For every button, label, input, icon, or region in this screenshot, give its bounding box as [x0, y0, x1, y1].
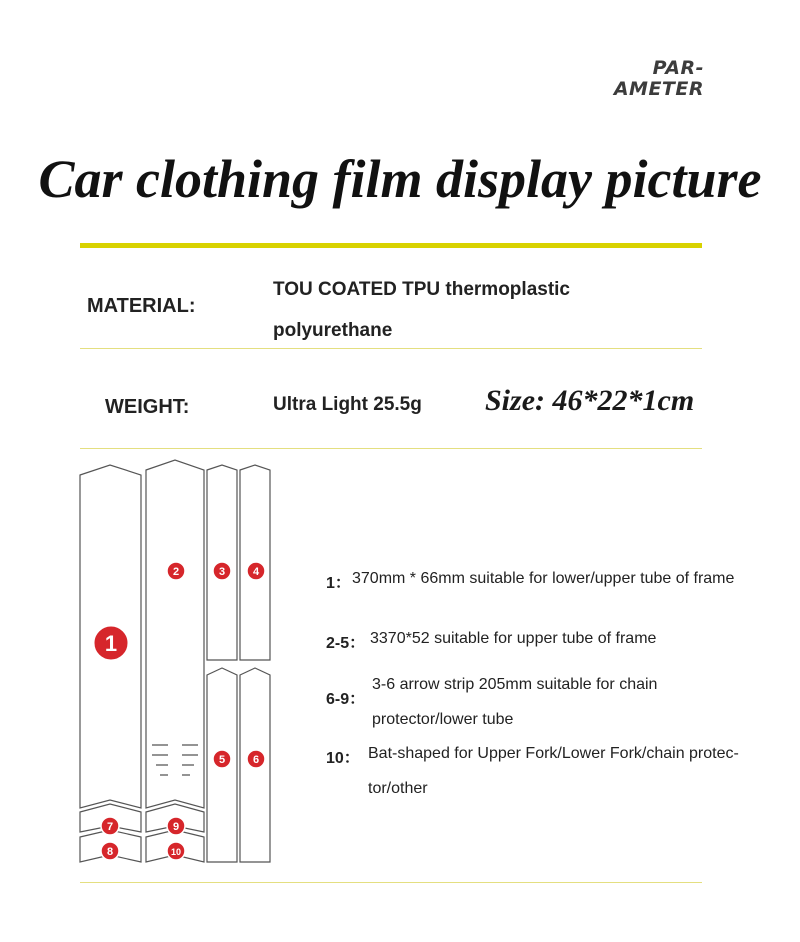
- film-pieces-diagram: [0, 455, 800, 875]
- svg-text:7: 7: [106, 821, 114, 833]
- svg-text:6: 6: [252, 754, 260, 766]
- bottom-divider: [80, 882, 702, 883]
- material-label: MATERIAL:: [87, 295, 196, 317]
- legend-text: Bat-shaped for Upper Fork/Lower Fork/chain protec-: [368, 745, 739, 762]
- material-value-line1: TOU COATED TPU thermoplastic: [273, 279, 570, 300]
- svg-text:1: 1: [104, 631, 118, 656]
- svg-text:2: 2: [172, 566, 180, 578]
- brand-logo-line2: AMETER: [613, 78, 704, 100]
- badge-3: [213, 562, 231, 580]
- svg-text:3: 3: [218, 566, 226, 578]
- page-title: Car clothing film display picture: [38, 149, 762, 209]
- legend-number: 6-9：: [326, 691, 366, 708]
- badge-6: [247, 750, 265, 768]
- legend-text: 3370*52 suitable for upper tube of frame: [370, 630, 657, 647]
- brand-logo-line1: PAR-: [652, 57, 704, 79]
- legend-number: 10：: [326, 750, 360, 767]
- svg-text:4: 4: [252, 566, 260, 578]
- badge-4: [247, 562, 265, 580]
- svg-text:10: 10: [170, 847, 182, 857]
- weight-value: Ultra Light 25.5g: [273, 394, 422, 415]
- legend-text: 370mm * 66mm suitable for lower/upper tube of frame: [352, 570, 735, 587]
- accent-divider: [80, 243, 702, 248]
- svg-text:9: 9: [172, 821, 180, 833]
- svg-text:8: 8: [106, 846, 114, 858]
- legend-number: 2-5：: [326, 635, 366, 652]
- badge-7: [101, 817, 119, 835]
- weight-label: WEIGHT:: [105, 396, 190, 418]
- film-piece-2: [146, 460, 204, 808]
- size-value: Size: 46*22*1cm: [485, 384, 695, 417]
- badge-5: [213, 750, 231, 768]
- svg-text:5: 5: [218, 754, 226, 766]
- row-divider: [80, 448, 702, 449]
- legend-text: 3-6 arrow strip 205mm suitable for chain: [372, 676, 658, 693]
- badge-2: [167, 562, 185, 580]
- legend-number: 1：: [326, 575, 351, 592]
- material-value-line2: polyurethane: [273, 320, 393, 341]
- row-divider: [80, 348, 702, 349]
- legend-text: protector/lower tube: [372, 711, 514, 728]
- badge-9: [167, 817, 185, 835]
- legend-text: tor/other: [368, 780, 428, 797]
- badge-10: [167, 842, 185, 860]
- badge-8: [101, 842, 119, 860]
- brand-logo: [592, 58, 704, 100]
- badge-1: [93, 625, 129, 661]
